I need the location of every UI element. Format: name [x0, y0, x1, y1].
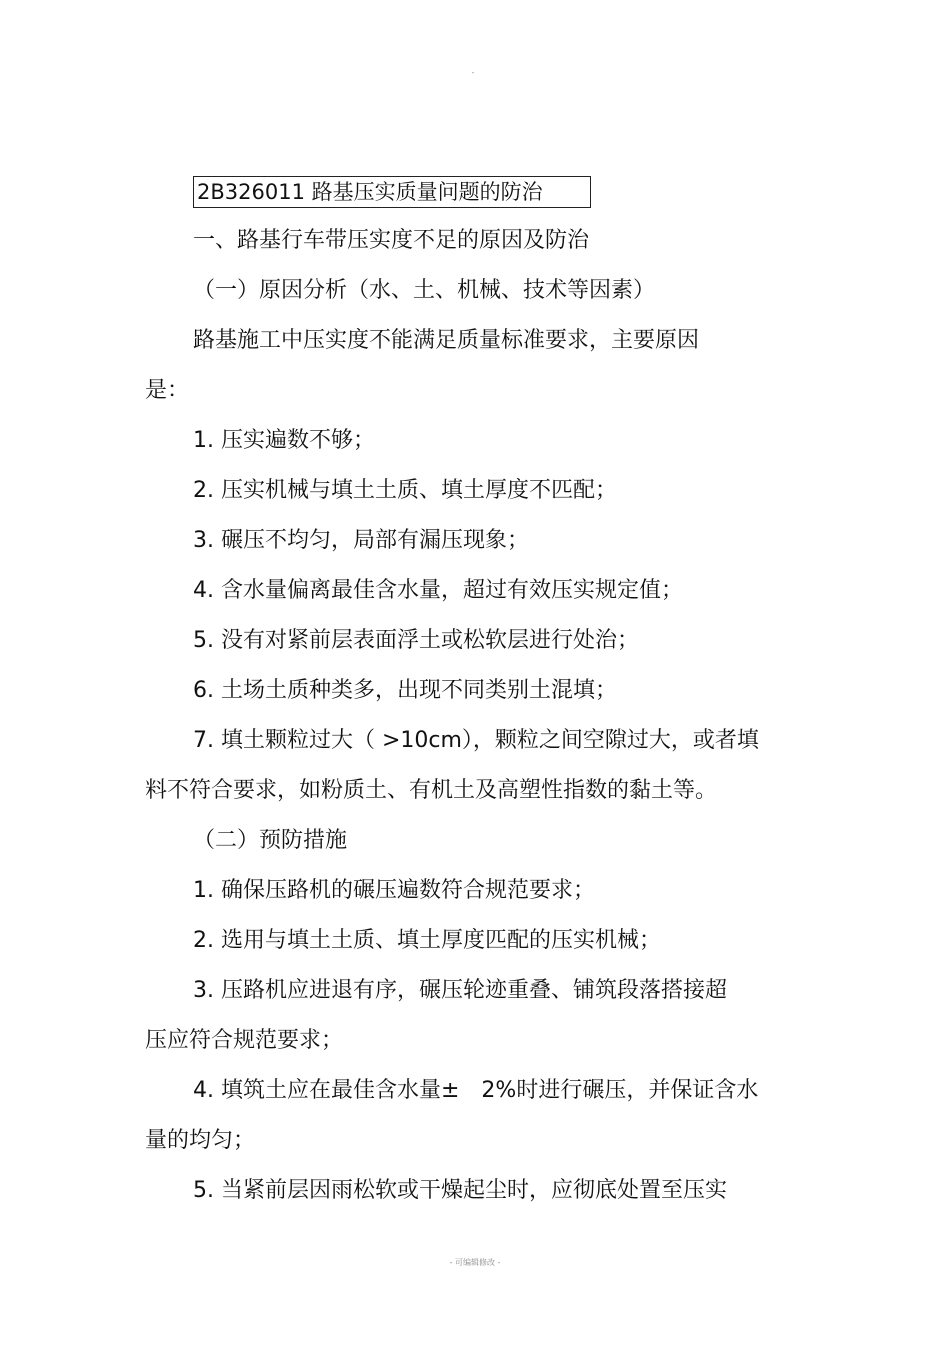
- cause-item-7-continued: 料不符合要求，如粉质土、有机土及高塑性指数的黏土等。: [145, 778, 718, 803]
- cause-item-4: 4. 含水量偏离最佳含水量，超过有效压实规定值；: [193, 578, 683, 603]
- cause-item-1: 1. 压实遍数不够；: [193, 428, 375, 453]
- cause-item-6: 6. 土场土质种类多，出现不同类别土混填；: [193, 678, 617, 703]
- cause-item-3: 3. 碾压不均匀，局部有漏压现象；: [193, 528, 529, 553]
- document-title: 2B326011 路基压实质量问题的防治: [193, 176, 591, 208]
- measure-item-4-continued: 量的均匀；: [145, 1128, 256, 1153]
- measure-item-4: 4. 填筑土应在最佳含水量± 2%时进行碾压，并保证含水: [193, 1078, 759, 1103]
- subsection-heading-causes: （一）原因分析（水、土、机械、技术等因素）: [193, 278, 656, 303]
- section-heading-1: 一、路基行车带压实度不足的原因及防治: [193, 228, 590, 253]
- page-footer: - 可编辑修改 -: [449, 1258, 501, 1267]
- intro-paragraph-line-1: 路基施工中压实度不能满足质量标准要求，主要原因: [193, 328, 700, 353]
- subsection-heading-measures: （二）预防措施: [193, 828, 348, 853]
- cause-item-7: 7. 填土颗粒过大（ >10cm），颗粒之间空隙过大，或者填: [193, 728, 759, 753]
- measure-item-1: 1. 确保压路机的碾压遍数符合规范要求；: [193, 878, 595, 903]
- measure-item-5: 5. 当紧前层因雨松软或干燥起尘时，应彻底处置至压实: [193, 1178, 727, 1203]
- measure-item-2: 2. 选用与填土土质、填土厚度匹配的压实机械；: [193, 928, 661, 953]
- measure-item-3-continued: 压应符合规范要求；: [145, 1028, 344, 1053]
- intro-paragraph-line-2: 是：: [145, 378, 190, 403]
- cause-item-5: 5. 没有对紧前层表面浮土或松软层进行处治；: [193, 628, 639, 653]
- measure-item-3: 3. 压路机应进退有序，碾压轮迹重叠、铺筑段落搭接超: [193, 978, 727, 1003]
- top-mark: -: [471, 68, 475, 77]
- cause-item-2: 2. 压实机械与填土土质、填土厚度不匹配；: [193, 478, 617, 503]
